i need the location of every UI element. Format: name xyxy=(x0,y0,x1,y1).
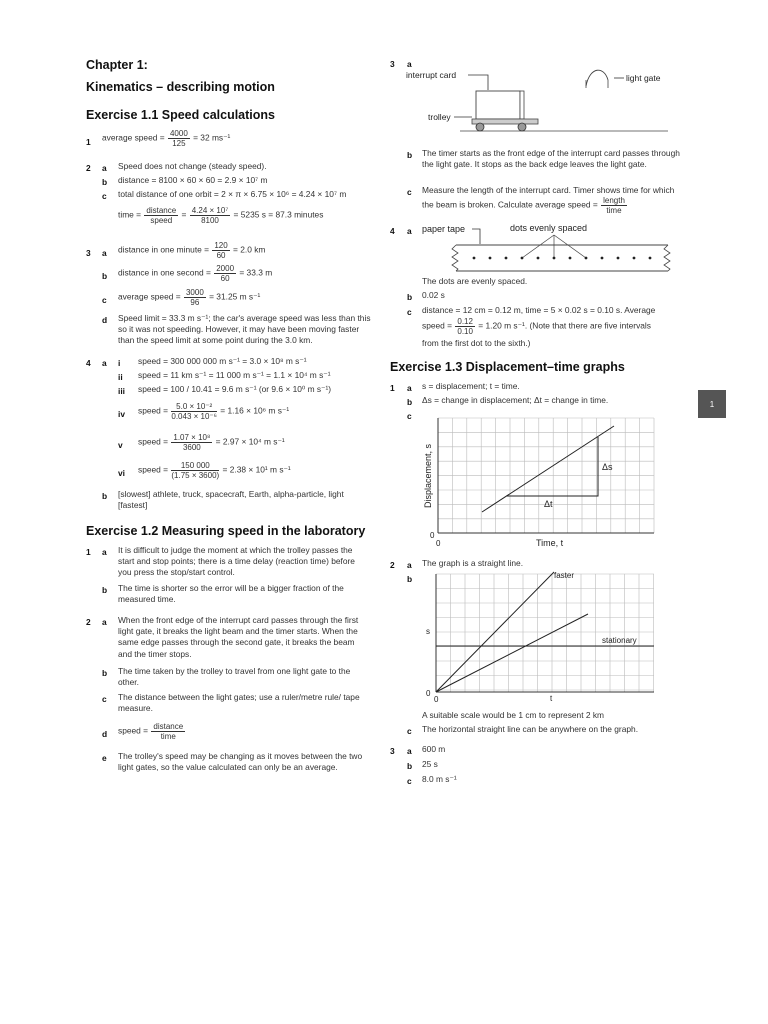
label-paper-tape: paper tape xyxy=(422,224,466,234)
part-letter: b xyxy=(102,668,108,678)
part-roman: v xyxy=(118,440,123,450)
trolley-wheel xyxy=(476,123,484,131)
interrupt-card xyxy=(476,91,520,119)
ex13-q3b: 25 s xyxy=(422,759,438,769)
part-letter: a xyxy=(407,560,412,570)
part-letter: a xyxy=(102,617,107,627)
part-roman: iii xyxy=(118,386,125,396)
part-letter: a xyxy=(407,59,412,69)
ex11-q3c: average speed = $\frac{3000}{96}$ = 31.25 m s⁻¹ xyxy=(118,288,261,307)
ex11-q4ii: speed = 11 km s⁻¹ = 11 000 m s⁻¹ = 1.1 × 10⁴ m s⁻¹ xyxy=(138,370,331,380)
line-slower xyxy=(436,614,588,692)
part-letter: a xyxy=(407,746,412,756)
ex12-q2b: The time taken by the trolley to travel from one light gate to the other. xyxy=(118,666,351,688)
q-number: 3 xyxy=(390,59,395,69)
part-letter: c xyxy=(407,726,412,736)
ex12-q2d: speed = $\frac{\text{distance}}{\text{time}}$ xyxy=(118,722,184,741)
ex12-q2c: The distance between the light gates; use a ruler/metre rule/ tape measure. xyxy=(118,692,360,714)
part-roman: ii xyxy=(118,372,123,382)
part-letter: c xyxy=(407,776,412,786)
chapter-label: Chapter 1: xyxy=(86,58,148,72)
label-stationary: stationary xyxy=(602,636,637,645)
part-roman: vi xyxy=(118,468,125,478)
label-dots-evenly-spaced: dots evenly spaced xyxy=(510,223,588,233)
ex11-q4iii: speed = 100 / 10.41 = 9.6 m s⁻¹ (or 9.6 × 10⁰ m s⁻¹) xyxy=(138,384,332,394)
q-number: 2 xyxy=(86,163,91,173)
q-number: 2 xyxy=(390,560,395,570)
part-letter: b xyxy=(407,761,413,771)
ex13-q3c: 8.0 m s⁻¹ xyxy=(422,774,457,784)
x-axis-label: t xyxy=(550,694,553,703)
page-number-badge: 1 xyxy=(698,390,726,418)
ex13-q1b: Δs = change in displacement; Δt = change in time. xyxy=(422,395,609,405)
label-delta-t: Δt xyxy=(544,499,553,509)
part-letter: c xyxy=(102,694,107,704)
ex12-q1a: It is difficult to judge the moment at which the trolley passes the start and stop points; there is a time delay (reaction time) before you press the stop/start control. xyxy=(118,545,355,578)
part-letter: a xyxy=(407,226,412,236)
part-letter: b xyxy=(407,397,413,407)
right-q4c-3: from the first dot to the sixth.) xyxy=(422,338,531,348)
ex11-q4v: speed = $\frac{\text{1.07 × 10⁸}}{3600}$ = 2.97 × 10⁴ m s⁻¹ xyxy=(138,433,285,452)
ex11-q1: average speed = $\frac{4000}{125}$ = 32 ms⁻¹ xyxy=(102,129,231,148)
ex13-scale-note: A suitable scale would be 1 cm to represent 2 km xyxy=(422,710,605,720)
ex13-q1a: s = displacement; t = time. xyxy=(422,381,520,391)
label-delta-s: Δs xyxy=(602,462,613,472)
part-letter: c xyxy=(102,295,107,305)
label-light-gate: light gate xyxy=(626,73,661,83)
ex11-q4b: [slowest] athlete, truck, spacecraft, Earth, alpha-particle, light [fastest] xyxy=(118,489,344,511)
chapter-title: Kinematics – describing motion xyxy=(86,80,275,94)
right-q4c-2: speed = $\frac{0.12}{0.10}$ = 1.20 m s⁻¹. (Note that there are five intervals xyxy=(422,317,651,336)
part-letter: b xyxy=(407,150,413,160)
paper-tape-diagram xyxy=(418,218,680,274)
label-faster: faster xyxy=(554,571,575,580)
part-letter: c xyxy=(407,307,412,317)
part-letter: b xyxy=(407,574,413,584)
part-letter: b xyxy=(102,491,108,501)
part-roman: iv xyxy=(118,409,125,419)
exercise-1-3-title: Exercise 1.3 Displacement–time graphs xyxy=(390,360,625,374)
right-q4b: 0.02 s xyxy=(422,290,445,300)
part-letter: a xyxy=(102,248,107,258)
part-letter: a xyxy=(102,547,107,557)
ex11-q4i: speed = 300 000 000 m s⁻¹ = 3.0 × 10⁸ m s⁻¹ xyxy=(138,356,307,366)
ex11-q2a: Speed does not change (steady speed). xyxy=(118,161,267,171)
ex11-q3d: Speed limit = 33.3 m s⁻¹; the car's average speed was less than this so it was not speeding. However, it may have been moving faster than the speed limit at some point during the 3.0 km. xyxy=(118,313,371,346)
part-letter: c xyxy=(407,411,412,421)
ex13-q2a: The graph is a straight line. xyxy=(422,558,524,568)
q-number: 4 xyxy=(86,358,91,368)
part-letter: b xyxy=(407,292,413,302)
label-trolley: trolley xyxy=(428,112,451,122)
part-letter: e xyxy=(102,753,107,763)
label-interrupt-card: interrupt card xyxy=(406,70,457,80)
q-number: 1 xyxy=(390,383,395,393)
ex11-q4vi: speed = $\frac{150 000}{(1.75 \times 3600)}$ = 2.38 × 10¹ m s⁻¹ xyxy=(138,461,291,480)
exercise-1-2-title: Exercise 1.2 Measuring speed in the laboratory xyxy=(86,524,366,538)
part-letter: d xyxy=(102,315,108,325)
ex11-q2c-time: time = $\frac{\text{distance}}{\text{speed}}$ = $\frac{\text{4.24 × 10⁷}}{8100}$ = 5235 s = 87.3 minutes xyxy=(118,206,324,225)
light-gate-diagram xyxy=(400,64,680,140)
part-letter: d xyxy=(102,729,108,739)
right-q3b: The timer starts as the front edge of the interrupt card passes through the light gate. It stops as the back edge leaves the light gate. xyxy=(422,148,680,170)
tape-dots xyxy=(473,257,652,260)
part-roman: i xyxy=(118,358,121,368)
ex13-q3a: 600 m xyxy=(422,744,446,754)
ex13-q2c: The horizontal straight line can be anywhere on the graph. xyxy=(422,724,639,734)
ex12-q2e: The trolley's speed may be changing as it moves between the two light gates, so the value calculated can only be an average. xyxy=(118,751,363,773)
q-number: 2 xyxy=(86,617,91,627)
displacement-time-graph-2 xyxy=(418,566,678,704)
part-letter: a xyxy=(102,163,107,173)
x-axis-label: Time, t xyxy=(536,538,564,548)
right-q4a-text: The dots are evenly spaced. xyxy=(422,276,528,286)
y-axis-label: s xyxy=(426,627,430,636)
origin-label: 0 xyxy=(430,531,435,540)
displacement-time-graph-1 xyxy=(418,408,678,554)
origin-label: 0 xyxy=(434,695,439,704)
part-letter: a xyxy=(102,358,107,368)
right-q4c-1: distance = 12 cm = 0.12 m, time = 5 × 0.02 s = 0.10 s. Average xyxy=(422,305,656,315)
ex11-q3a: distance in one minute = $\frac{120}{60}$ = 2.0 km xyxy=(118,241,266,260)
q-number: 3 xyxy=(390,746,395,756)
ex11-q2b: distance = 8100 × 60 × 60 = 2.9 × 10⁷ m xyxy=(118,175,268,185)
light-gate-icon xyxy=(586,70,608,86)
trolley-wheel xyxy=(518,123,526,131)
part-letter: b xyxy=(102,177,108,187)
origin-label: 0 xyxy=(436,539,441,548)
part-letter: b xyxy=(102,271,108,281)
q-number: 1 xyxy=(86,547,91,557)
origin-label: 0 xyxy=(426,689,431,698)
part-letter: c xyxy=(102,191,107,201)
ex11-q3b: distance in one second = $\frac{2000}{60}$ = 33.3 m xyxy=(118,264,273,283)
ex11-q2c: total distance of one orbit = 2 × π × 6.75 × 10⁶ = 4.24 × 10⁷ m xyxy=(118,189,347,199)
exercise-1-1-title: Exercise 1.1 Speed calculations xyxy=(86,108,275,122)
part-letter: a xyxy=(407,383,412,393)
ex12-q1b: The time is shorter so the error will be a bigger fraction of the measured time. xyxy=(118,583,344,605)
q-number: 1 xyxy=(86,137,91,147)
part-letter: c xyxy=(407,187,412,197)
q-number: 3 xyxy=(86,248,91,258)
q-number: 4 xyxy=(390,226,395,236)
ex12-q2a: When the front edge of the interrupt card passes through the first light gate, it breaks the light beam and the timer starts. When the same edge passes through the second gate, it breaks the beam and the timer stops. xyxy=(118,615,359,659)
ex11-q4iv: speed = $\frac{\text{5.0 × 10⁻²}}{\text{0.043 × 10⁻⁶}}$ = 1.16 × 10⁶ m s⁻¹ xyxy=(138,402,290,421)
y-axis-label: Displacement, s xyxy=(423,443,433,508)
right-q3c: Measure the length of the interrupt card. Timer shows time for which the beam is broken. Calculate average speed = $\frac{\text{length}}{\text{time}}$ xyxy=(422,185,675,216)
part-letter: b xyxy=(102,585,108,595)
